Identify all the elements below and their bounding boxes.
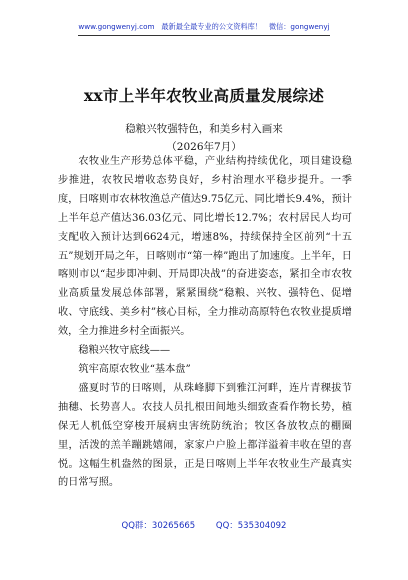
body-paragraph: 盛夏时节的日喀则，从珠峰脚下到雅江河畔，连片青稞拔节抽穗、长势喜人。农技人员扎根田间地头细致查看作物长势，植保无人机低空穿梭开展病虫害统防统治；牧区各放牧点的棚圈里，活泼的羔羊蹦跳嬉闹，家家户户脸上都洋溢着丰收在望的喜悦。这幅生机盎然的图景，正是日喀则上半年农牧业生产最真实的日常写照。 <box>58 382 352 489</box>
header-site-url[interactable]: www.gongwenyj.com <box>78 22 155 31</box>
body-paragraph: 农牧业生产形势总体平稳，产业结构持续优化，项目建设稳步推进，农牧民增收态势良好，乡村治理水平稳步提升。一季度，日喀则市农林牧渔总产值达9.75亿元、同比增长9.4%，预计上半年总产值达36.03亿元、同比增长12.7%；农村居民人均可支配收入预计达到6624元，增速8%，持续保持全区前列“十五五”规划开局之年，日喀则市“第一棒”跑出了加速度。上半年，日喀则市以“起步即冲刺、开局即决战”的奋进姿态，紧扣全市农牧业高质量发展总体部署，紧紧围绕“稳粮、兴牧、强特色、促增收、守底线、美乡村”核心目标，全力推动高原特色农牧业提质增效，全力推进乡村全面振兴。 <box>58 156 352 338</box>
header-tagline: 最新最全最专业的公文资料库！ <box>161 22 262 31</box>
document-body <box>58 153 352 493</box>
page-footer <box>0 519 408 531</box>
footer-qq-group: QQ群：30265665 <box>121 521 196 531</box>
document-date: （2026年7月） <box>166 141 242 153</box>
document-subtitle: 稳粮兴牧强特色，和美乡村入画来 <box>125 123 283 135</box>
section-heading-line-1: 稳粮兴牧守底线—— <box>78 345 171 357</box>
header-wechat: 微信：gongwenyj <box>268 22 330 31</box>
section-heading-line-2: 筑牢高原农牧业“基本盘” <box>78 363 191 375</box>
document-title: xx市上半年农牧业高质量发展综述 <box>83 86 325 105</box>
header-divider <box>78 35 330 36</box>
footer-qq: QQ：535304092 <box>215 521 287 531</box>
page-header <box>0 22 408 32</box>
